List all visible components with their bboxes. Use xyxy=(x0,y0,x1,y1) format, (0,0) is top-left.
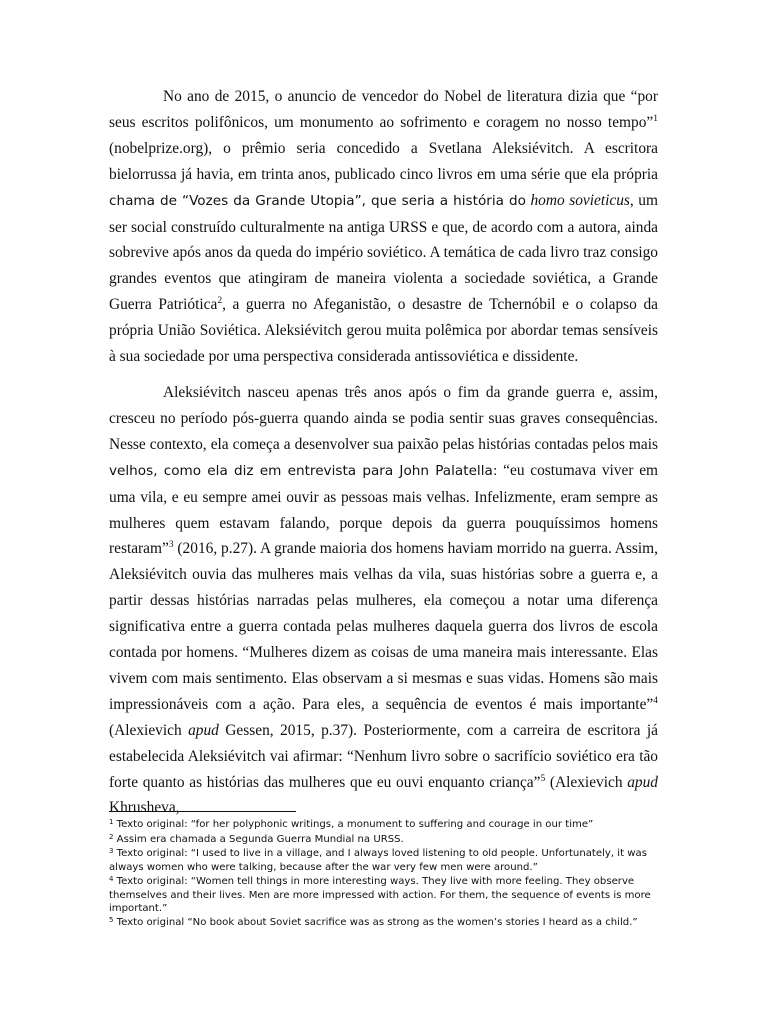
paragraph xyxy=(109,380,658,821)
paragraph xyxy=(109,84,658,370)
text-segment: , a guerra no Afeganistão, o desastre de Tchernóbil e o colapso da própria União Soviética. Aleksiévitch gerou muita polêmica por abordar temas sensíveis à sua sociedade por uma perspectiva considerada antissoviética e dissidente. xyxy=(109,296,658,366)
footnote-number: 5 xyxy=(109,916,114,925)
footnote-number: 4 xyxy=(109,875,114,884)
text-segment: “eu costumava viver em uma vila, e eu sempre amei ouvir as pessoas mais velhas. Infelizmente, eram sempre as mulheres quem estavam falando, porque depois da guerra pouquíssimos homens restaram” xyxy=(109,461,658,558)
footnote-reference: 3 xyxy=(168,540,174,551)
text-segment: (Alexievich xyxy=(109,721,189,739)
text-segment: (Alexievich xyxy=(545,773,628,791)
footnote-text: Assim era chamada a Segunda Guerra Mundial na URSS. xyxy=(113,833,404,845)
footnote xyxy=(109,916,661,929)
text-segment: chama de “Vozes da Grande Utopia”, que seria a história do xyxy=(109,192,526,209)
footnote xyxy=(109,833,661,846)
text-segment: (nobelprize.org), o prêmio seria concedido a Svetlana Aleksiévitch. A escritora bielorrussa já havia, em trinta anos, publicado cinco livros em uma série que ela própria xyxy=(109,139,658,183)
footnote-reference: 2 xyxy=(217,296,223,307)
footnote-text: Texto original: “for her polyphonic writings, a monument to suffering and courage in our time” xyxy=(113,819,594,830)
body-text xyxy=(109,84,658,831)
footnote-text: Texto original: “Women tell things in more interesting ways. They live with more feeling. They observe themselves and their lives. Men are more impressed with action. For them, the sequence of events is more important.” xyxy=(109,876,651,914)
footnote-number: 3 xyxy=(109,847,114,856)
footnote xyxy=(109,847,661,873)
text-segment: Gessen, 2015, p.37). Posteriormente, com a carreira de escritora já estabelecida Aleksiévitch vai afirmar: “Nenhum livro sobre o sacrifício soviético era tão forte quanto as histórias das mulheres que eu ouvi enquanto criança” xyxy=(109,721,658,791)
footnote-separator xyxy=(109,811,296,812)
text-segment: No ano de 2015, o anuncio de vencedor do Nobel de literatura dizia que “por seus escritos polifônicos, um monumento ao sofrimento e coragem no nosso tempo” xyxy=(109,88,658,131)
text-segment: , um ser social construído culturalmente na antiga URSS e que, de acordo com a autora, ainda sobrevive após anos da queda do império soviético. A temática de cada livro traz consigo grandes eventos que atingiram de maneira violenta a sociedade soviética, a Grande Guerra Patriótica xyxy=(109,191,658,314)
footnote-reference: 1 xyxy=(653,113,658,124)
italic-text: apud xyxy=(627,773,658,791)
italic-text: homo sovieticus xyxy=(530,191,630,209)
footnote xyxy=(109,875,661,915)
footnote-reference: 4 xyxy=(653,695,658,706)
italic-text: apud xyxy=(188,721,219,739)
footnote-number: 2 xyxy=(109,832,114,841)
text-segment: Khrusheva, xyxy=(109,799,180,817)
footnote xyxy=(109,818,661,831)
footnote-number: 1 xyxy=(109,818,114,826)
text-segment: velhos, como ela diz em entrevista para John Palatella: xyxy=(109,462,498,479)
footnote-text: Texto original: “I used to live in a village, and I always loved listening to old people. Unfortunately, it was always women who were talking, because after the war very few men were around.” xyxy=(109,848,647,873)
footnote-text: Texto original “No book about Soviet sacrifice was as strong as the women’s stories I heard as a child.” xyxy=(113,917,638,929)
footnote-reference: 5 xyxy=(540,773,546,784)
footnotes xyxy=(109,818,661,931)
text-segment: (2016, p.27). A grande maioria dos homens haviam morrido na guerra. Assim, Aleksiévitch ouvia das mulheres mais velhas da vila, suas histórias sobre a guerra e, a partir dessas histórias narradas pelas mulheres, ela começou a notar uma diferença significativa entre a guerra contada pelas mulheres daquela guerra dos livros de escola contada por homens. “Mulheres dizem as coisas de uma maneira mais interessante. Elas vivem com mais sentimento. Elas observam a si mesmas e suas vidas. Homens são mais impressionáveis com a ação. Para eles, a sequência de eventos é mais importante” xyxy=(109,540,658,713)
text-segment: Aleksiévitch nasceu apenas três anos após o fim da grande guerra e, assim, cresceu no período pós-guerra quando ainda se podia sentir suas graves consequências. Nesse contexto, ela começa a desenvolver sua paixão pelas histórias contadas pelos mais xyxy=(109,383,658,453)
